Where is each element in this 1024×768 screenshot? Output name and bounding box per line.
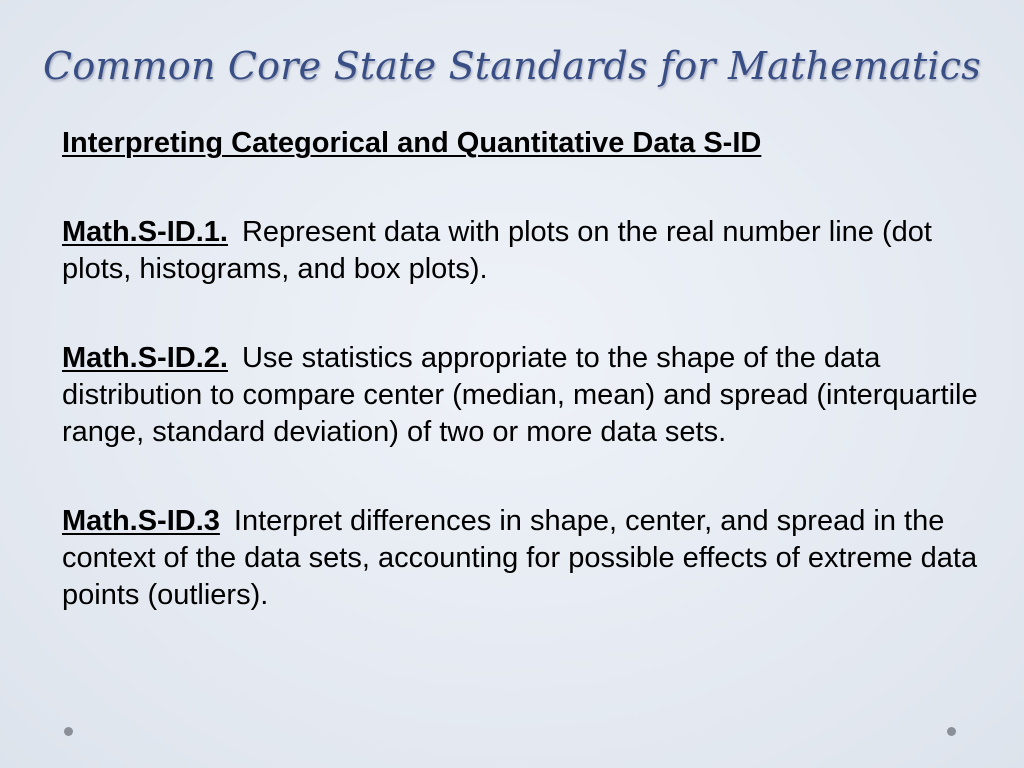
standard-item-1 [62, 214, 982, 288]
standard-text: Use statistics appropriate to the shape of the data distribution to compare center (median, mean) and spread (interquartile range, standard deviation) of two or more data sets. [62, 342, 978, 448]
standard-code: Math.S-ID.1. [62, 216, 228, 248]
standard-item-2 [62, 340, 982, 451]
slide-title: Common Core State Standards for Mathematics [43, 44, 981, 88]
standard-code: Math.S-ID.2. [62, 342, 228, 374]
standard-text: Represent data with plots on the real number line (dot plots, histograms, and box plots). [62, 216, 932, 285]
standard-text: Interpret differences in shape, center, and spread in the context of the data sets, accounting for possible effects of extreme data points (outliers). [62, 505, 978, 611]
standard-code: Math.S-ID.3 [62, 505, 220, 537]
bullet-dot-icon [64, 727, 73, 736]
slide-content [62, 124, 982, 666]
standard-item-3 [62, 503, 982, 614]
bullet-dot-icon [947, 727, 956, 736]
section-heading: Interpreting Categorical and Quantitative Data S-ID [62, 127, 762, 159]
